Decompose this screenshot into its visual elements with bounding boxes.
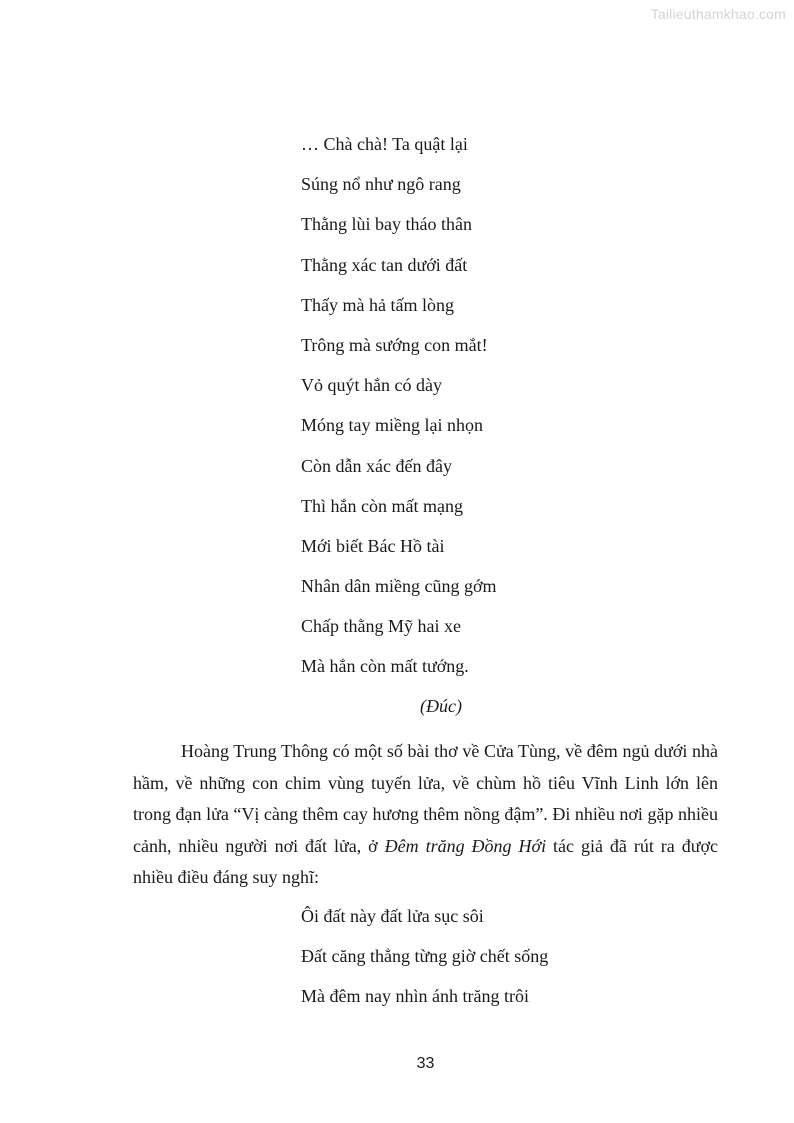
poem-line: Ôi đất này đất lửa sục sôi xyxy=(301,906,484,926)
poem-title-italic: Đêm trăng Đồng Hới xyxy=(384,835,547,856)
poem-line: Mới biết Bác Hồ tài xyxy=(301,535,445,556)
paragraph-text-after: tác giả đã rút ra được nhiều điều đáng suy nghĩ: xyxy=(133,835,718,888)
poem-stanza-1 xyxy=(301,134,496,697)
poem-line: Mà hắn còn mất tướng. xyxy=(301,656,469,677)
poem-line: Đất căng thẳng từng giờ chết sống xyxy=(301,946,549,967)
poem-line: Chấp thằng Mỹ hai xe xyxy=(301,616,461,637)
poem-line: Thằng xác tan dưới đất xyxy=(301,254,468,275)
poem-line: Nhân dân miềng cũng gớm xyxy=(301,576,497,597)
poem-line: … Chà chà! Ta quật lại xyxy=(301,134,468,154)
poem-line: Móng tay miềng lại nhọn xyxy=(301,415,483,436)
page-number: 33 xyxy=(416,1055,435,1072)
poem-line: Mà đêm nay nhìn ánh trăng trôi xyxy=(301,986,529,1007)
body-paragraph xyxy=(133,736,718,894)
poem-line: Súng nổ như ngô rang xyxy=(301,174,461,195)
poem-author: (Đúc) xyxy=(420,696,462,716)
poem-line: Còn dẫn xác đến đây xyxy=(301,455,452,476)
poem-line: Trông mà sướng con mắt! xyxy=(301,334,488,355)
poem-line: Thằng lùi bay tháo thân xyxy=(301,214,472,235)
poem-stanza-2 xyxy=(301,906,548,1027)
poem-line: Vỏ quýt hắn có dày xyxy=(301,375,442,396)
poem-line: Thì hắn còn mất mạng xyxy=(301,495,463,516)
paragraph-text-before: Hoàng Trung Thông có một số bài thơ về Cửa Tùng, về đêm ngủ dưới nhà hầm, về những con chim vùng tuyến lửa, về chùm hồ tiêu Vĩnh Linh lớn lên trong đạn lửa “Vị càng thêm cay hương thêm nồng đậm”. Đi nhiều nơi gặp nhiều cảnh, nhiều người nơi đất lửa, ở xyxy=(133,741,718,856)
poem-line: Thấy mà hả tấm lòng xyxy=(301,294,454,315)
watermark: Tailieuthamkhao.com xyxy=(650,6,786,22)
